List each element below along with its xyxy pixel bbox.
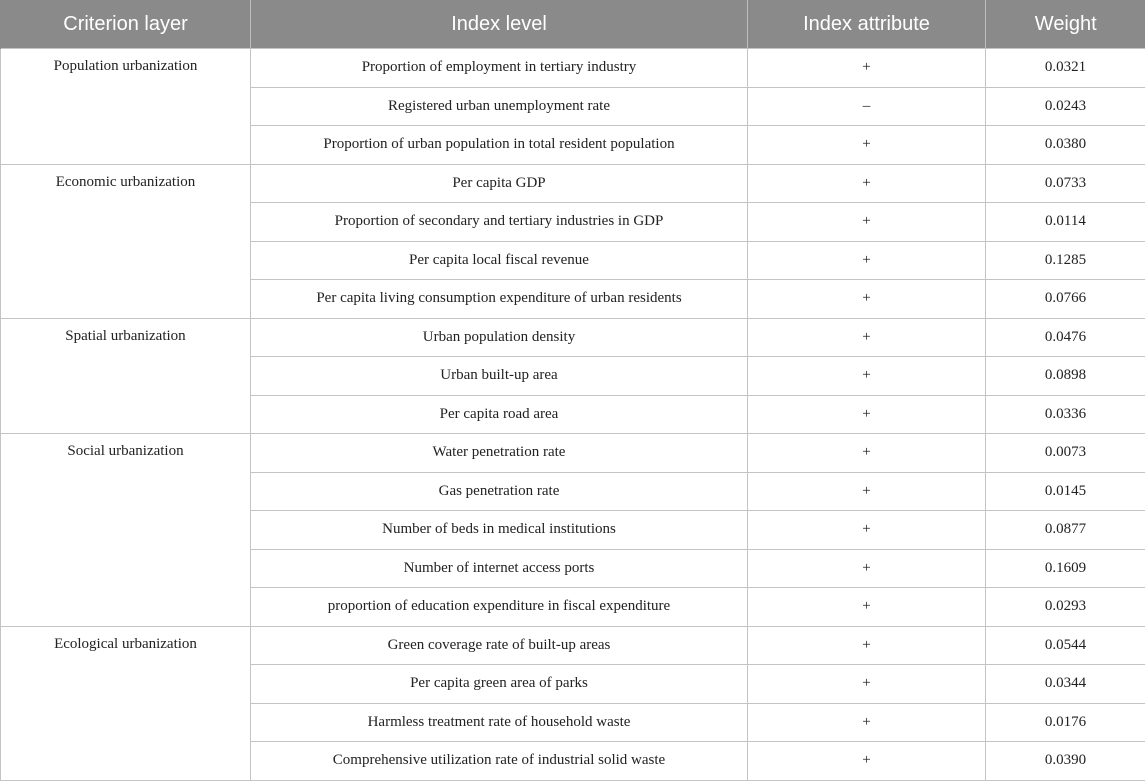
criterion-cell: Economic urbanization	[1, 164, 251, 318]
criterion-cell: Social urbanization	[1, 434, 251, 627]
index-attribute-cell: +	[748, 126, 986, 165]
index-level-cell: Per capita local fiscal revenue	[251, 241, 748, 280]
weight-cell: 0.0733	[986, 164, 1145, 203]
table-row	[1, 49, 1145, 88]
index-attribute-cell: +	[748, 742, 986, 781]
criterion-cell: Population urbanization	[1, 49, 251, 165]
index-attribute-cell: +	[748, 703, 986, 742]
table-row	[1, 164, 1145, 203]
index-level-cell: Number of internet access ports	[251, 549, 748, 588]
table-header	[1, 0, 1145, 49]
index-level-cell: Proportion of urban population in total resident population	[251, 126, 748, 165]
index-level-cell: Number of beds in medical institutions	[251, 511, 748, 550]
index-attribute-cell: –	[748, 87, 986, 126]
weight-cell: 0.0476	[986, 318, 1145, 357]
index-attribute-cell: +	[748, 49, 986, 88]
weight-cell: 0.0336	[986, 395, 1145, 434]
table-row	[1, 626, 1145, 665]
index-level-cell: Comprehensive utilization rate of industrial solid waste	[251, 742, 748, 781]
index-attribute-cell: +	[748, 472, 986, 511]
index-attribute-cell: +	[748, 588, 986, 627]
header-weight: Weight	[986, 0, 1145, 49]
weight-cell: 0.0114	[986, 203, 1145, 242]
index-level-cell: Registered urban unemployment rate	[251, 87, 748, 126]
index-attribute-cell: +	[748, 357, 986, 396]
weight-cell: 0.0544	[986, 626, 1145, 665]
index-attribute-cell: +	[748, 241, 986, 280]
index-attribute-cell: +	[748, 318, 986, 357]
index-level-cell: Per capita living consumption expenditure of urban residents	[251, 280, 748, 319]
index-attribute-cell: +	[748, 164, 986, 203]
index-level-cell: Per capita GDP	[251, 164, 748, 203]
index-attribute-cell: +	[748, 665, 986, 704]
weight-cell: 0.0766	[986, 280, 1145, 319]
weight-cell: 0.1285	[986, 241, 1145, 280]
criterion-cell: Ecological urbanization	[1, 626, 251, 780]
index-attribute-cell: +	[748, 203, 986, 242]
index-attribute-cell: +	[748, 626, 986, 665]
header-index-attribute: Index attribute	[748, 0, 986, 49]
index-level-cell: Water penetration rate	[251, 434, 748, 473]
index-level-cell: Per capita green area of parks	[251, 665, 748, 704]
index-level-cell: Proportion of secondary and tertiary industries in GDP	[251, 203, 748, 242]
index-level-cell: Urban built-up area	[251, 357, 748, 396]
index-attribute-cell: +	[748, 549, 986, 588]
header-criterion-layer: Criterion layer	[1, 0, 251, 49]
weight-cell: 0.0877	[986, 511, 1145, 550]
index-attribute-cell: +	[748, 434, 986, 473]
weight-cell: 0.0898	[986, 357, 1145, 396]
weight-cell: 0.0293	[986, 588, 1145, 627]
weight-cell: 0.0344	[986, 665, 1145, 704]
index-level-cell: Proportion of employment in tertiary industry	[251, 49, 748, 88]
weight-cell: 0.0176	[986, 703, 1145, 742]
weight-cell: 0.1609	[986, 549, 1145, 588]
weight-cell: 0.0380	[986, 126, 1145, 165]
index-attribute-cell: +	[748, 280, 986, 319]
table-row	[1, 318, 1145, 357]
weight-cell: 0.0145	[986, 472, 1145, 511]
table-row	[1, 434, 1145, 473]
index-level-cell: Harmless treatment rate of household waste	[251, 703, 748, 742]
index-level-cell: proportion of education expenditure in fiscal expenditure	[251, 588, 748, 627]
index-attribute-cell: +	[748, 395, 986, 434]
weight-cell: 0.0321	[986, 49, 1145, 88]
criterion-cell: Spatial urbanization	[1, 318, 251, 434]
index-level-cell: Urban population density	[251, 318, 748, 357]
index-level-cell: Gas penetration rate	[251, 472, 748, 511]
weight-cell: 0.0073	[986, 434, 1145, 473]
weight-cell: 0.0390	[986, 742, 1145, 781]
index-level-cell: Per capita road area	[251, 395, 748, 434]
header-row	[1, 0, 1145, 49]
header-index-level: Index level	[251, 0, 748, 49]
index-level-cell: Green coverage rate of built-up areas	[251, 626, 748, 665]
index-attribute-cell: +	[748, 511, 986, 550]
table-body	[1, 49, 1145, 781]
weight-cell: 0.0243	[986, 87, 1145, 126]
